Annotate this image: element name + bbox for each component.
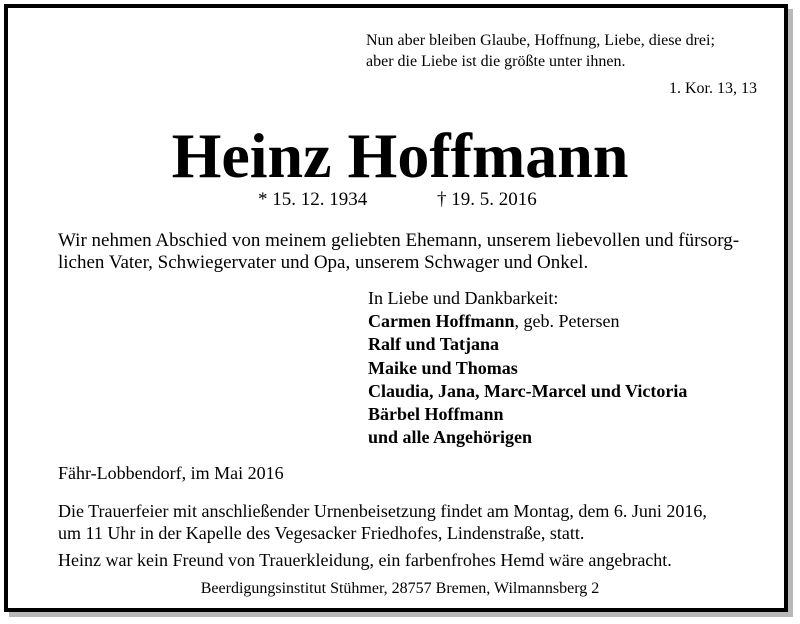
mourner-family-entry: Maike und Thomas	[368, 357, 518, 378]
farewell-line-2: lichen Vater, Schwiegervater und Opa, unserem Schwager und Onkel.	[58, 252, 589, 273]
undertaker-info: Beerdigungsinstitut Stühmer, 28757 Bremen, Wilmannsberg 2	[200, 580, 600, 597]
mourner-wife-maiden-name: , geb. Petersen	[514, 311, 620, 332]
service-line-2: um 11 Uhr in der Kapelle des Vegesacker Friedhofes, Lindenstraße, statt.	[58, 523, 585, 543]
verse-line-2: aber die Liebe ist die größte unter ihnen.	[366, 53, 626, 70]
mourners-heading: In Liebe und Dankbarkeit:	[368, 288, 559, 308]
mourner-family-entry: Bärbel Hoffmann	[368, 404, 504, 425]
bible-verse	[366, 30, 715, 72]
deceased-name: Heinz Hoffmann	[171, 120, 629, 191]
mourner-family-entry: und alle Angehörigen	[368, 427, 533, 448]
mourner-family-entry: Claudia, Jana, Marc-Marcel und Victoria	[368, 380, 688, 401]
farewell-text	[58, 230, 739, 274]
dress-code-remark: Heinz war kein Freund von Trauerkleidung, ein farbenfrohes Hemd wäre angebracht.	[58, 550, 672, 570]
place-and-date: Fähr-Lobbendorf, im Mai 2016	[58, 463, 284, 483]
verse-reference: 1. Kor. 13, 13	[669, 80, 757, 97]
mourner-family-entry: Ralf und Tatjana	[368, 334, 500, 355]
verse-line-1: Nun aber bleiben Glaube, Hoffnung, Liebe, diese drei;	[366, 32, 715, 49]
service-line-1: Die Trauerfeier mit anschließender Urnenbeisetzung findet am Montag, dem 6. Juni 2016,	[58, 501, 707, 521]
farewell-line-1: Wir nehmen Abschied von meinem geliebten Ehemann, unserem liebevollen und fürsorg-	[58, 230, 740, 251]
death-date: † 19. 5. 2016	[437, 189, 537, 210]
funeral-service-info	[58, 500, 707, 544]
mourner-wife	[368, 310, 687, 333]
mourners-list	[368, 287, 687, 449]
mourner-wife-name: Carmen Hoffmann	[368, 311, 515, 332]
birth-date: * 15. 12. 1934	[258, 189, 368, 210]
